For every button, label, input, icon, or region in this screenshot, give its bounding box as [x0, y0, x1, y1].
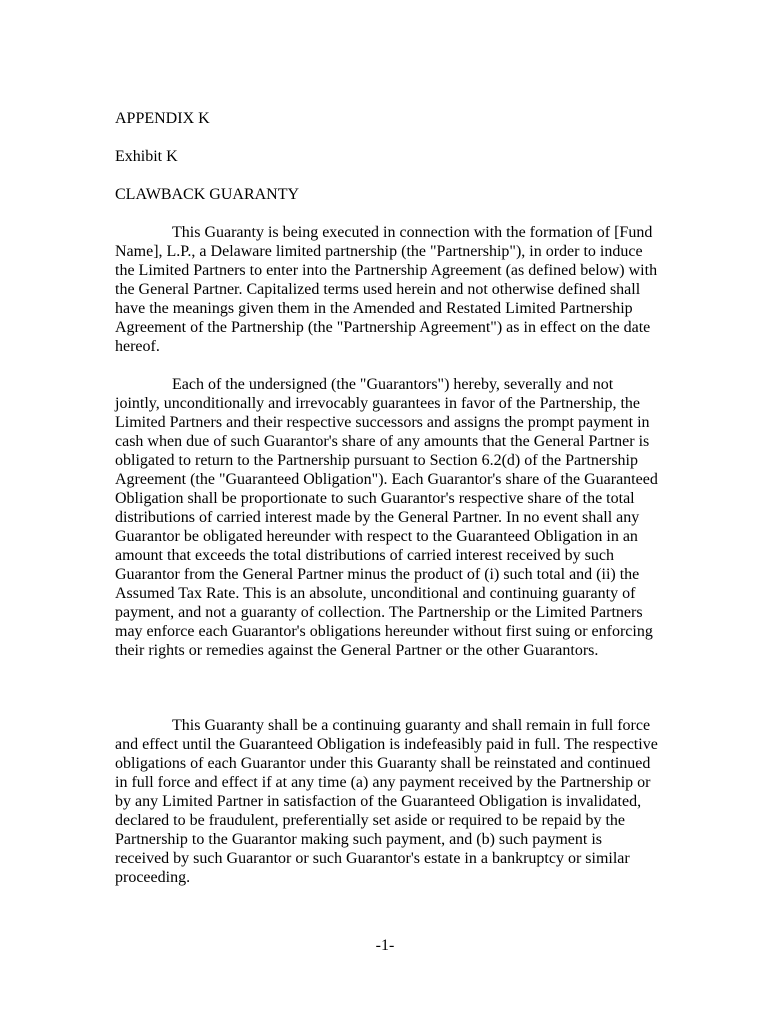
paragraph-continuing: This Guaranty shall be a continuing guaranty and shall remain in full force and effect until the Guaranteed Obligation is indefeasibly paid in full. The respective obligations of each Guarantor under this Guaranty shall be reinstated and continued in full force and effect if at any time (a) any payment received by the Partnership or by any Limited Partner in satisfaction of the Guaranteed Obligation is invalidated, declared to be fraudulent, preferentially set aside or required to be repaid by the Partnership to the Guarantor making such payment, and (b) such payment is received by such Guarantor or such Guarantor's estate in a bankruptcy or similar proceeding.	[115, 717, 658, 886]
exhibit-heading: Exhibit K	[115, 148, 178, 165]
paragraph-formation: This Guaranty is being executed in connection with the formation of [Fund Name], L.P., a Delaware limited partnership (the "Partnership"), in order to induce the Limited Partners to enter into the Partnership Agreement (as defined below) with the General Partner. Capitalized terms used herein and not otherwise defined shall have the meanings given them in the Amended and Restated Limited Partnership Agreement of the Partnership (the "Partnership Agreement") as in effect on the date hereof.	[115, 224, 658, 355]
page-number: -1-	[375, 937, 395, 954]
document-title: CLAWBACK GUARANTY	[115, 186, 300, 203]
appendix-heading: APPENDIX K	[115, 110, 210, 127]
document-page	[115, 0, 660, 1024]
paragraph-guarantee: Each of the undersigned (the "Guarantors") hereby, severally and not jointly, unconditionally and irrevocably guarantees in favor of the Partnership, the Limited Partners and their respective successors and assigns the prompt payment in cash when due of such Guarantor's share of any amounts that the General Partner is obligated to return to the Partnership pursuant to Section 6.2(d) of the Partnership Agreement (the "Guaranteed Obligation"). Each Guarantor's share of the Guaranteed Obligation shall be proportionate to such Guarantor's respective share of the total distributions of carried interest made by the General Partner. In no event shall any Guarantor be obligated hereunder with respect to the Guaranteed Obligation in an amount that exceeds the total distributions of carried interest received by such Guarantor from the General Partner minus the product of (i) such total and (ii) the Assumed Tax Rate. This is an absolute, unconditional and continuing guaranty of payment, and not a guaranty of collection. The Partnership or the Limited Partners may enforce each Guarantor's obligations hereunder without first suing or enforcing their rights or remedies against the General Partner or the other Guarantors.	[115, 376, 658, 659]
